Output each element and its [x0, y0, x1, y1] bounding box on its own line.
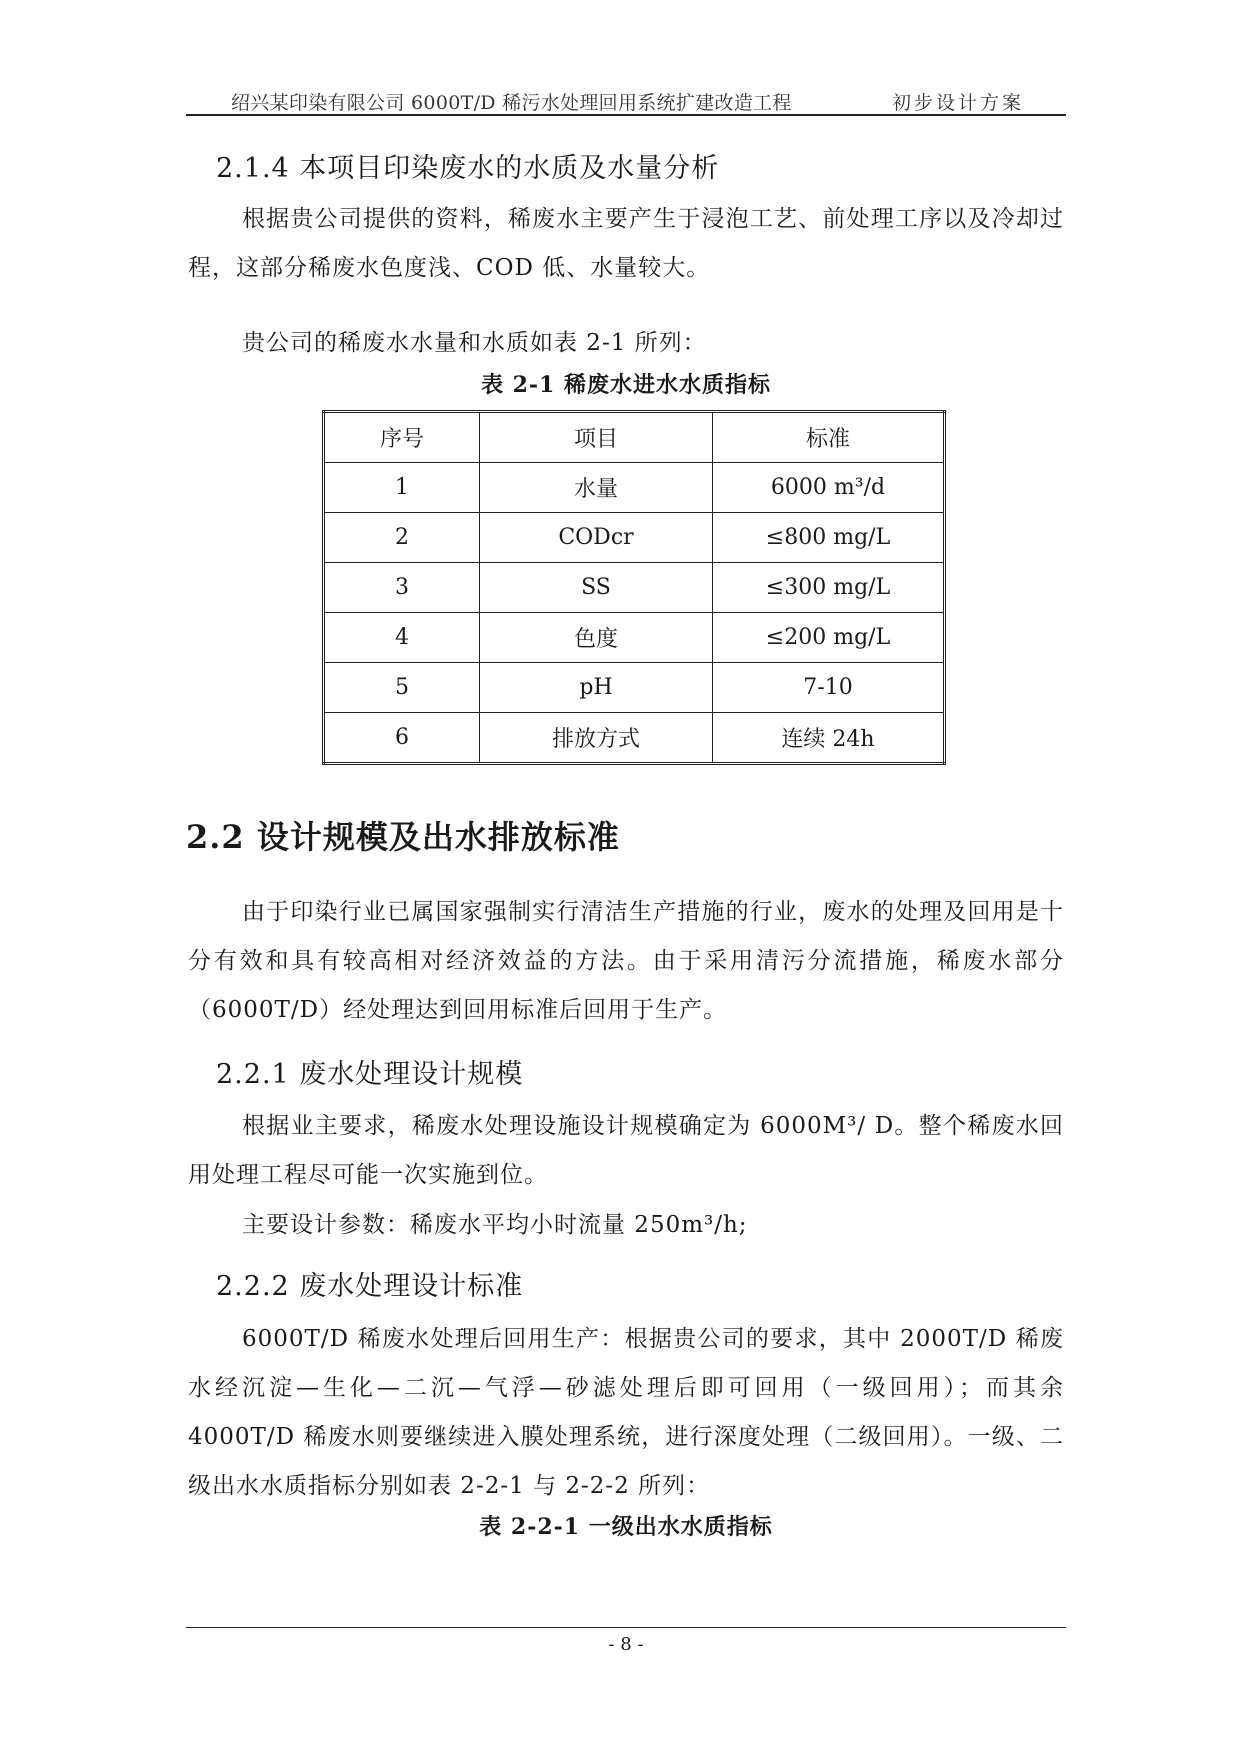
table-cell: 6000 m³/d [713, 463, 945, 513]
table-cell: 色度 [480, 613, 713, 663]
page-header [186, 84, 1066, 116]
table-cell: 6 [324, 713, 480, 764]
table-cell: 3 [324, 563, 480, 613]
paragraph: 贵公司的稀废水水量和水质如表 2-1 所列： [242, 330, 707, 356]
table-header-cell: 标准 [713, 412, 945, 463]
paragraph: 6000T/D 稀废水处理后回用生产：根据贵公司的要求，其中 2000T/D 稀废水经沉淀—生化—二沉—气浮—砂滤处理后即可回用（一级回用）；而其余 4000T/D 稀废水则要继续进入膜处理系统，进行深度处理（二级回用）。一级、二级出水水质指标分别如表 2-2-1 与 2-2-2 所列： [188, 1326, 1064, 1499]
section-heading-2-1-4: 2.1.4 本项目印染废水的水质及水量分析 [216, 153, 720, 184]
paragraph: 主要设计参数：稀废水平均小时流量 250m³/h; [242, 1212, 748, 1238]
table-row [324, 463, 945, 513]
section-heading-2-2-2: 2.2.2 废水处理设计标准 [216, 1271, 524, 1302]
table-cell: 1 [324, 463, 480, 513]
table-cell: 7-10 [713, 663, 945, 713]
header-title: 绍兴某印染有限公司 6000T/D 稀污水处理回用系统扩建改造工程 [231, 92, 792, 114]
water-quality-table [322, 410, 946, 765]
section-heading-2-2: 2.2 设计规模及出水排放标准 [186, 818, 620, 856]
table-cell: ≤800 mg/L [713, 513, 945, 563]
paragraph: 根据贵公司提供的资料，稀废水主要产生于浸泡工艺、前处理工序以及冷却过程，这部分稀废水色度浅、COD 低、水量较大。 [188, 206, 1064, 281]
page-number: - 8 - [608, 1634, 644, 1655]
table-header-cell: 序号 [324, 412, 480, 463]
paragraph: 根据业主要求，稀废水处理设施设计规模确定为 6000M³/ D。整个稀废水回用处理工程尽可能一次实施到位。 [188, 1113, 1064, 1188]
paragraph: 由于印染行业已属国家强制实行清洁生产措施的行业，废水的处理及回用是十分有效和具有较高相对经济效益的方法。由于采用清污分流措施，稀废水部分（6000T/D）经处理达到回用标准后回用于生产。 [188, 899, 1064, 1023]
table-cell: ≤200 mg/L [713, 613, 945, 663]
table-row [324, 613, 945, 663]
table-caption: 表 2-1 稀废水进水水质指标 [480, 372, 772, 398]
table-cell: pH [480, 663, 713, 713]
header-doc-type: 初步设计方案 [891, 92, 1024, 114]
table-cell: 5 [324, 663, 480, 713]
table-cell: 2 [324, 513, 480, 563]
table-header-cell: 项目 [480, 412, 713, 463]
table-cell: CODcr [480, 513, 713, 563]
table-cell: 4 [324, 613, 480, 663]
footer-rule [186, 1627, 1066, 1628]
table-row [324, 563, 945, 613]
table-cell: 连续 24h [713, 713, 945, 764]
table-cell: ≤300 mg/L [713, 563, 945, 613]
section-heading-2-2-1: 2.2.1 废水处理设计规模 [216, 1059, 524, 1090]
table-cell: SS [480, 563, 713, 613]
table-cell: 水量 [480, 463, 713, 513]
table-header-row [324, 412, 945, 463]
table-row [324, 663, 945, 713]
table-row [324, 513, 945, 563]
table-row [324, 713, 945, 764]
table-caption: 表 2-2-1 一级出水水质指标 [479, 1514, 773, 1540]
table-cell: 排放方式 [480, 713, 713, 764]
